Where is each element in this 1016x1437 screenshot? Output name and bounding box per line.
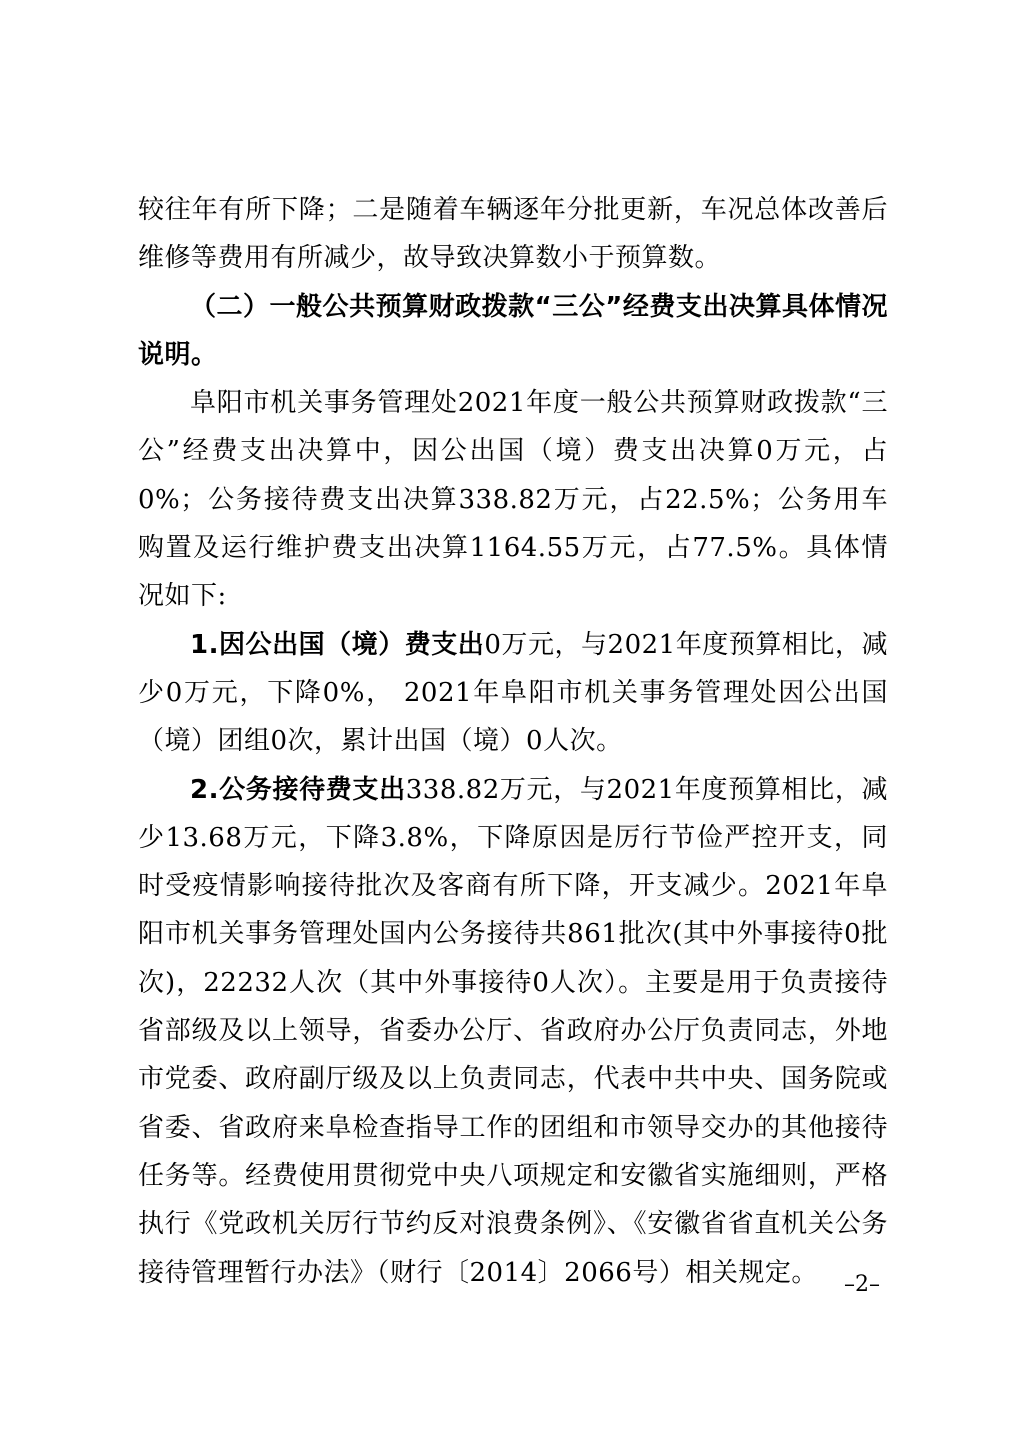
paragraph-summary: 阜阳市机关事务管理处2021年度一般公共预算财政拨款“三公”经费支出决算中，因公出国（境）费支出决算0万元，占0%；公务接待费支出决算338.82万元，占22.5%；公务用车购置及运行维护费支出决算1164.55万元，占77.5%。具体情况如下: — [138, 388, 888, 612]
item-overseas-travel — [138, 621, 888, 766]
item-official-reception-text: 338.82万元，与2021年度预算相比，减少13.68万元，下降3.8%，下降原因是厉行节俭严控开支，同时受疫情影响接待批次及客商有所下降，开支减少。2021年阜阳市机关事务管理处国内公务接待共861批次(其中外事接待0批次)，22232人次（其中外事接待0人次）。主要是用于负责接待省部级及以上领导，省委办公厅、省政府办公厅负责同志，外地市党委、政府副厅级及以上负责同志，代表中共中央、国务院或省委、省政府来阜检查指导工作的团组和市领导交办的其他接待任务等。经费使用贯彻党中央八项规定和安徽省实施细则，严格执行《党政机关厉行节约反对浪费条例》、《安徽省省直机关公务接待管理暂行办法》（财行〔2014〕2066号）相关规定。 — [138, 774, 888, 1288]
item-overseas-travel-lead: 1.因公出国（境）费支出 — [190, 629, 485, 660]
item-overseas-travel-text: 0万元，与2021年度预算相比，减少0万元，下降0%， 2021年阜阳市机关事务管理处因公出国（境）团组0次，累计出国（境）0人次。 — [138, 629, 888, 757]
body-text — [138, 186, 888, 1297]
item-official-reception-lead: 2.公务接待费支出 — [190, 774, 406, 805]
page-number: –2– — [844, 1272, 880, 1297]
paragraph-continuation: 较往年有所下降；二是随着车辆逐年分批更新，车况总体改善后维修等费用有所减少，故导致决算数小于预算数。 — [138, 195, 888, 274]
item-official-reception — [138, 766, 888, 1297]
section-heading: （二）一般公共预算财政拨款“三公”经费支出决算具体情况说明。 — [138, 291, 888, 370]
